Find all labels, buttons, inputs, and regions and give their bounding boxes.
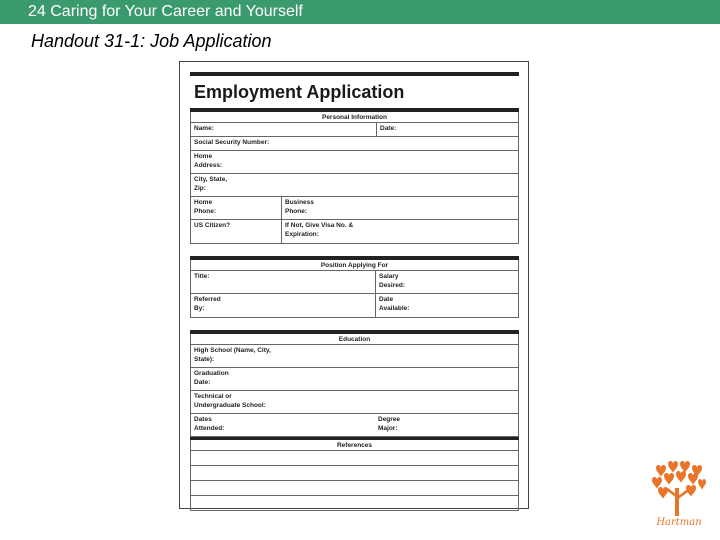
reference-line[interactable] <box>190 451 519 466</box>
degree-major-field[interactable]: Degree Major: <box>378 416 401 432</box>
graduation-date-field[interactable]: Graduation Date: <box>194 370 229 386</box>
high-school-row <box>190 345 519 368</box>
city-state-zip-field[interactable]: City, State, Zip: <box>194 176 228 192</box>
name-field[interactable]: Name: <box>194 125 214 132</box>
dates-attended-field[interactable]: Dates Attended: <box>194 416 225 432</box>
home-phone-field[interactable]: Home Phone: <box>194 199 217 215</box>
technical-school-field[interactable]: Technical or Undergraduate School: <box>194 393 266 409</box>
form-title: Employment Application <box>194 82 405 102</box>
employment-application-form <box>190 72 519 511</box>
graduation-row <box>190 368 519 391</box>
date-available-field[interactable]: Date Available: <box>375 294 518 317</box>
reference-line[interactable] <box>190 496 519 511</box>
citizen-row <box>190 220 519 244</box>
ssn-row <box>190 137 519 151</box>
section-gap <box>190 244 519 256</box>
city-state-zip-row <box>190 174 519 197</box>
header-bar <box>0 0 720 24</box>
business-phone-field[interactable]: Business Phone: <box>281 197 518 219</box>
section-gap <box>190 318 519 330</box>
references-heading: References <box>190 440 519 451</box>
ssn-field[interactable]: Social Security Number: <box>194 139 270 146</box>
title-row <box>190 271 519 294</box>
home-address-field[interactable]: Home Address: <box>194 153 223 169</box>
education-heading: Education <box>190 334 519 345</box>
visa-field[interactable]: If Not, Give Visa No. & Expiration: <box>281 220 518 243</box>
header-title: 24 Caring for Your Career and Yourself <box>28 3 303 20</box>
dates-degree-row <box>190 414 519 437</box>
technical-row <box>190 391 519 414</box>
position-title-field[interactable]: Title: <box>194 273 210 280</box>
phone-row <box>190 197 519 220</box>
us-citizen-field[interactable]: US Citizen? <box>194 222 231 229</box>
name-row <box>190 123 519 137</box>
reference-line[interactable] <box>190 481 519 496</box>
position-heading: Position Applying For <box>190 260 519 271</box>
home-address-row <box>190 151 519 174</box>
referred-row <box>190 294 519 318</box>
reference-line[interactable] <box>190 466 519 481</box>
handout-title: Handout 31-1: Job Application <box>31 31 272 51</box>
high-school-field[interactable]: High School (Name, City, State): <box>194 347 271 363</box>
date-field[interactable]: Date: <box>376 123 518 136</box>
salary-field[interactable]: Salary Desired: <box>375 271 518 293</box>
personal-info-heading: Personal Information <box>190 112 519 123</box>
referred-by-field[interactable]: Referred By: <box>194 296 221 312</box>
hartman-logo-text: Hartman <box>656 517 702 528</box>
